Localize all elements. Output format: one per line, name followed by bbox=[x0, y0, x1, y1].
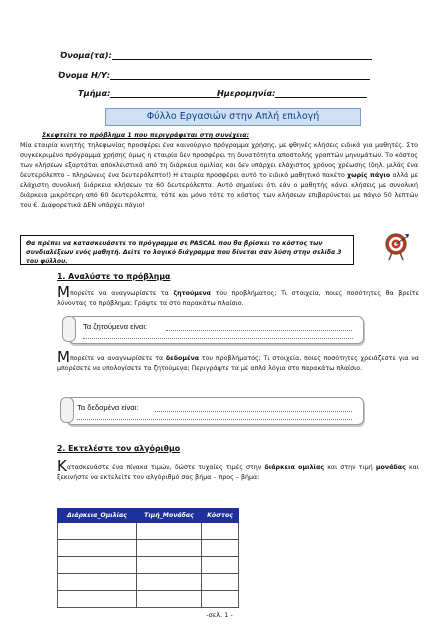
intro-text-2: αλλά με ελάχιστη συνολική διάρκεια κλήσεων τα 60 δευτερόλεπτα. Αυτό σημαίνει ότι εάν ο μαθητής κάνει κλήσεις με συνολική διάρκεια μικρότερη από 60 δευτερόλεπτα, τότε και μόνο τότε το κόστος των κλήσεων επιβαρύνεται με πάγιο 50 λεπτών του €. Διαφορετικά ΔΕΝ υπάρχει πάγιο! bbox=[20, 172, 418, 209]
name-underline[interactable] bbox=[112, 50, 372, 60]
col-cost: Κόστος bbox=[202, 509, 239, 523]
section1-title: 1. Αναλύστε το πρόβλημα bbox=[57, 272, 171, 281]
section1-paragraph-2 bbox=[57, 348, 419, 374]
col-unit-price: Τιμή_Μονάδας bbox=[137, 509, 202, 523]
instruction-note: Θα πρέπει να κατασκευάσετε το πρόγραμμα σε PASCAL που θα βρίσκει το κόστος των συνδιαλέξεων ενός μαθητή. Δείτε το λογικό διάγραμμα που δίνεται σαν λύση στην σελίδα 3 του φύλλου. bbox=[20, 235, 354, 265]
pc-field[interactable] bbox=[58, 70, 370, 80]
pc-underline[interactable] bbox=[110, 70, 370, 80]
s1p2-bold: δεδομένα bbox=[165, 355, 200, 362]
section2-paragraph bbox=[57, 457, 419, 483]
table-cell[interactable] bbox=[137, 540, 202, 557]
date-label: Ημερομηνία: bbox=[217, 88, 276, 98]
section2-title: 2. Εκτελέστε τον αλγόριθμο bbox=[57, 444, 181, 453]
intro-bold-1: χωρίς πάγιο bbox=[347, 172, 391, 179]
page-number: -σελ. 1 - bbox=[206, 611, 233, 619]
table-cell[interactable] bbox=[202, 540, 239, 557]
s1p1-bold: ζητούμενα bbox=[173, 290, 211, 297]
date-underline[interactable] bbox=[275, 88, 367, 98]
box2-dotline-1 bbox=[155, 411, 352, 412]
table-cell[interactable] bbox=[137, 574, 202, 591]
table-header-row bbox=[58, 509, 239, 523]
class-underline[interactable] bbox=[110, 88, 220, 98]
s2-text-b: και στην τιμή bbox=[327, 464, 373, 471]
class-label: Τμήμα: bbox=[78, 88, 111, 98]
pc-label: Όνομα Η/Υ: bbox=[58, 70, 111, 80]
table-cell[interactable] bbox=[58, 557, 137, 574]
box1-dotline-1 bbox=[166, 330, 352, 331]
table-cell[interactable] bbox=[58, 574, 137, 591]
box1-label: Τα ζητούμενα είναι: bbox=[83, 322, 148, 331]
target-arrow-icon bbox=[383, 232, 409, 262]
table-row bbox=[58, 591, 239, 608]
table-row bbox=[58, 523, 239, 540]
answer-box-given[interactable] bbox=[66, 397, 364, 425]
dropcap-3: Κ bbox=[57, 457, 67, 475]
s2-text-a: ατασκευάστε ένα πίνακα τιμών, δώστε τυχαίες τιμές στην bbox=[66, 464, 262, 471]
box2-dotline-2 bbox=[77, 419, 352, 420]
table-cell[interactable] bbox=[202, 523, 239, 540]
table-cell[interactable] bbox=[202, 557, 239, 574]
s2-bold-1: διάρκεια ομιλίας bbox=[264, 464, 325, 471]
intro-label: Σκεφτείτε το πρόβλημα 1 που περιγράφεται στη συνέχεια: bbox=[42, 132, 250, 139]
box2-label: Τα δεδομένα είναι: bbox=[77, 403, 139, 412]
date-field[interactable] bbox=[217, 88, 367, 98]
table-cell[interactable] bbox=[137, 523, 202, 540]
class-field[interactable] bbox=[78, 88, 220, 98]
table-cell[interactable] bbox=[58, 523, 137, 540]
table-cell[interactable] bbox=[137, 557, 202, 574]
table-cell[interactable] bbox=[137, 591, 202, 608]
value-table bbox=[57, 508, 239, 608]
page-title: Φύλλο Εργασιών στην Απλή επιλογή bbox=[105, 108, 361, 126]
table-cell[interactable] bbox=[58, 591, 137, 608]
box1-dotline-2 bbox=[83, 338, 353, 339]
table-cell[interactable] bbox=[202, 574, 239, 591]
table-row bbox=[58, 574, 239, 591]
dropcap-2: Μ bbox=[57, 348, 70, 366]
section1-paragraph-1 bbox=[57, 283, 419, 309]
answer-box-requested[interactable] bbox=[68, 316, 364, 344]
s1p2-text-b: του προβλήματος; Τι στοιχεία, ποιες ποσότητες χρειάζεστε για να μπορέσετε να υπολογίσετε τα ζητούμενα; Περιγράψτε τα με απλά λόγια στο παρακάτω πλαίσιο. bbox=[57, 355, 419, 372]
intro-paragraph bbox=[20, 141, 418, 211]
s1p1-text-a: πορείτε να αναγνωρίσετε τα bbox=[69, 290, 169, 297]
scroll-curl-1 bbox=[62, 316, 76, 342]
s2-bold-2: μονάδας bbox=[375, 464, 406, 471]
dropcap-1: Μ bbox=[57, 283, 70, 301]
s1p1-text-b: του προβλήματος; Τι στοιχεία, ποιες ποσότητες θα βρείτε λύνοντας το πρόβλημα; Γράψτε τα στο παρακάτω πλαίσιο. bbox=[57, 290, 419, 307]
table-row bbox=[58, 557, 239, 574]
table-row bbox=[58, 540, 239, 557]
table-cell[interactable] bbox=[58, 540, 137, 557]
name-label: Όνομα(τα): bbox=[60, 50, 112, 60]
intro-text-1: Μία εταιρία κινητής τηλεφωνίας προσφέρει ένα καινούργιο πρόγραμμα χρήσης, με φθηνές κλήσεις ειδικά για μαθητές. Στο συγκεκριμένο πρόγραμμα χρήσης όμως η εταιρία δεν προσφέρει τη δυνατότητα αποστολής γραπτών μηνυμάτων. Το κόστος των κλήσεων εξαρτάται αποκλειστικά από τη διάρκεια ομιλίας και δεν υπάρχει ελάχιστος χρόνος χρέωσης (δηλ. μιλάς ένα δευτερόλεπτο – πληρώνεις ένα δευτερόλεπτο!) Η εταιρία προσφέρει αυτό το ειδικό μαθητικό πακέτο bbox=[20, 142, 418, 179]
s2-text-c: και ξεκινήστε να εκτελείτε τον αλγόριθμό σας βήμα – προς – βήμα: bbox=[57, 464, 419, 481]
scroll-curl-2 bbox=[60, 397, 74, 423]
s1p2-text-a: πορείτε να αναγνωρίσετε τα bbox=[69, 355, 164, 362]
table-cell[interactable] bbox=[202, 591, 239, 608]
name-field[interactable] bbox=[60, 50, 372, 60]
col-duration: Διάρκεια_Ομιλίας bbox=[58, 509, 137, 523]
